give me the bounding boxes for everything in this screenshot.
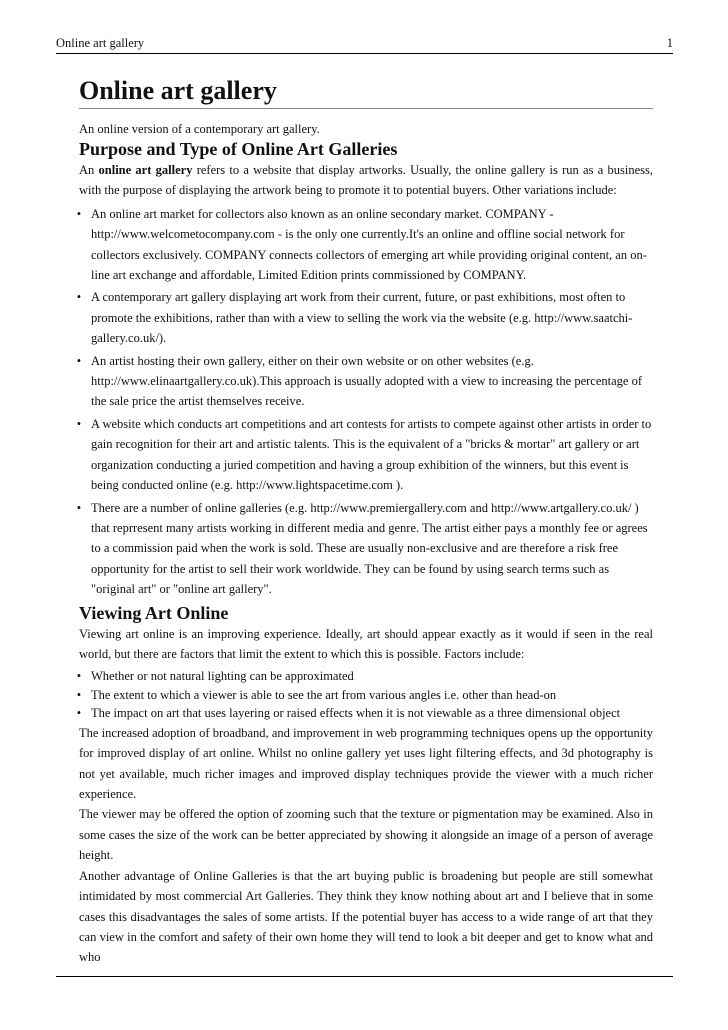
bullet-icon: • xyxy=(76,500,82,515)
bullet-icon: • xyxy=(76,206,82,221)
list-item xyxy=(76,498,653,600)
section-heading-viewing: Viewing Art Online xyxy=(79,602,229,623)
article-tagline: An online version of a contemporary art gallery. xyxy=(79,122,320,136)
list-item-text: There are a number of online galleries (e.g. http://www.premiergallery.com and http://www.artgallery.co.uk/ ) that reprresent many artists working in different media and genre. The artist either pays a monthly fee or agrees to a commission paid when the work is sold. These are usually non-exclusive and are therefore a risk free opportunity for the artist to sell their work worldwide. They can be found by using search terms such as "original art" or "online art gallery". xyxy=(91,500,648,597)
list-item xyxy=(76,704,653,723)
list-item-text: The impact on art that uses layering or raised effects when it is not viewable as a three dimensional object xyxy=(91,706,621,721)
page-title: Online art gallery xyxy=(79,76,653,109)
list-item xyxy=(76,204,653,286)
list-item-text: A website which conducts art competitions and art contests for artists to compete against other artists in order to gain recognition for their art and artistic talents. This is the equivalent of a "bricks & mortar" art gallery or art organization conducting a juried competition and having a group exhibition of the winners, but this event is being conducted online (e.g. http://www.lightspacetime.com ). xyxy=(91,416,652,493)
footer-rule xyxy=(56,976,673,977)
list-item-text: Whether or not natural lighting can be approximated xyxy=(91,669,354,684)
list-item xyxy=(76,287,653,348)
bullet-icon: • xyxy=(76,706,82,721)
viewing-bullet-list xyxy=(76,667,653,723)
viewing-paragraph: The increased adoption of broadband, and improvement in web programming techniques opens up the opportunity for improved display of art online. Whilst no online gallery yet uses light filtering effects, and 3d photography is not yet available, much richer images and improved display techniques provide the viewer with a much richer experience. xyxy=(79,725,653,802)
bullet-icon: • xyxy=(76,290,82,305)
list-item xyxy=(76,667,653,686)
intro-prefix: An xyxy=(79,163,99,177)
section-viewing-intro: Viewing art online is an improving experience. Ideally, art should appear exactly as it would if seen in the real world, but there are factors that limit the extent to which this is possible. Factors include: xyxy=(79,626,653,661)
intro-rest: refers to a website that display artworks. Usually, the online gallery is run as a business, with the purpose of displaying the artwork being to promote it to potential buyers. Other variations include: xyxy=(79,163,653,198)
page-number: 1 xyxy=(666,36,673,50)
list-item-text: A contemporary art gallery displaying art work from their current, future, or past exhibitions, most often to promote the exhibitions, rather than with a view to selling the work via the website (e.g. http://www.saatchi-gallery.co.uk/). xyxy=(91,290,633,346)
section-purpose-intro xyxy=(79,160,653,201)
running-header-title: Online art gallery xyxy=(56,36,145,50)
intro-bold-term: online art gallery xyxy=(98,163,193,177)
purpose-bullet-list xyxy=(76,204,653,600)
list-item-text: An artist hosting their own gallery, either on their own website or on other websites (e.g. http://www.elinaartgallery.co.uk).This approach is usually adopted with a view to increasing the percentage of the sale price the artist themselves receive. xyxy=(91,353,642,409)
list-item xyxy=(76,351,653,412)
bullet-icon: • xyxy=(76,416,82,431)
bullet-icon: • xyxy=(76,687,82,702)
list-item-text: An online art market for collectors also known as an online secondary market. COMPANY - http://www.welcometocompany.com - is the only one currently.It's an online and offline social network for collectors exclusively. COMPANY connects collectors of emerging art while providing original content, an on-line art exchange and affordable, Limited Edition prints commissioned by COMPANY. xyxy=(91,206,647,283)
list-item xyxy=(76,414,653,496)
bullet-icon: • xyxy=(76,669,82,684)
list-item-text: The extent to which a viewer is able to see the art from various angles i.e. other than head-on xyxy=(91,687,557,702)
bullet-icon: • xyxy=(76,353,82,368)
article-body xyxy=(76,76,653,968)
list-item xyxy=(76,686,653,705)
viewing-paragraph: The viewer may be offered the option of zooming such that the texture or pigmentation may be examined. Also in some cases the size of the work can be better appreciated by showing it alongside an image of a person of average height. xyxy=(79,807,653,863)
running-header xyxy=(56,34,673,54)
viewing-paragraph: Another advantage of Online Galleries is that the art buying public is broadening but people are still somewhat intimidated by most commercial Art Galleries. They think they know nothing about art and I believe that in some cases this disadvantages the sales of some artists. If the potential buyer has access to a wide range of art that they can view in the comfort and safety of their own home they will tend to look a bit deeper and get to know what and who xyxy=(79,868,653,965)
section-heading-purpose: Purpose and Type of Online Art Galleries xyxy=(79,139,398,159)
